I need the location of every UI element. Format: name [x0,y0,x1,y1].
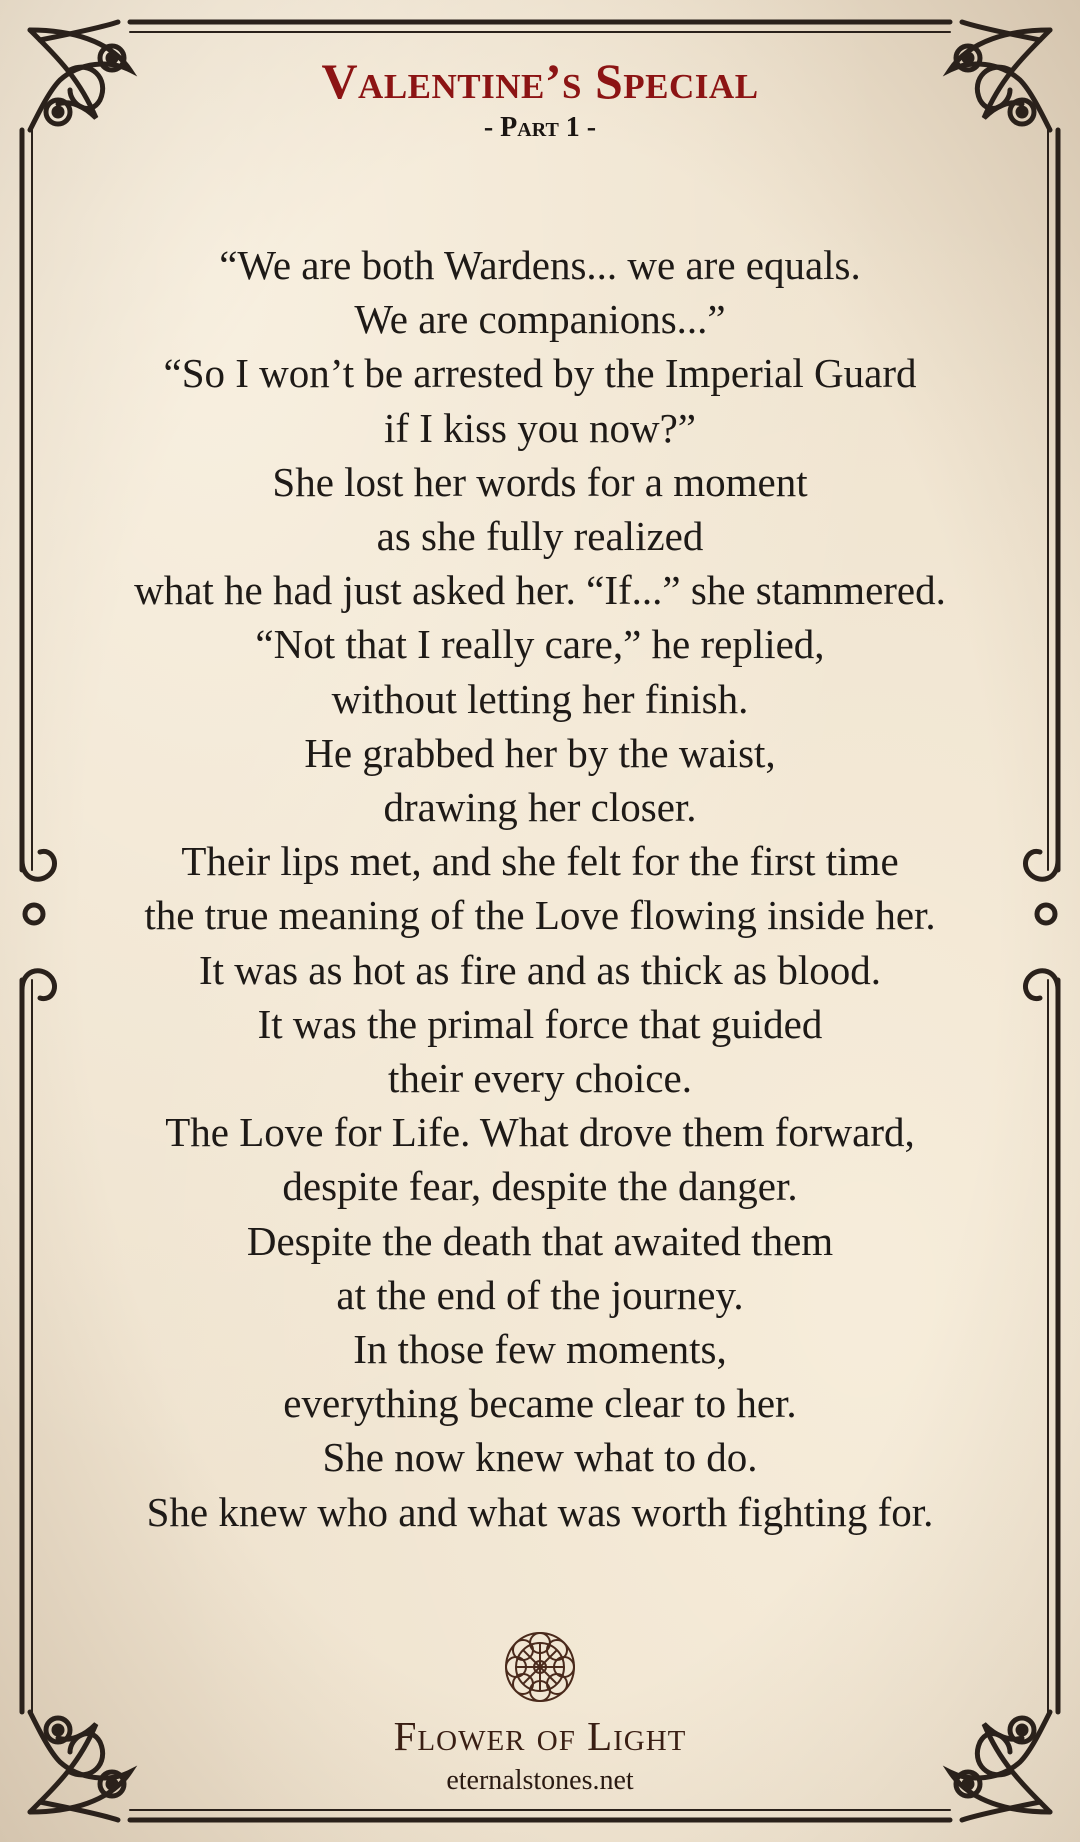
flower-of-light-emblem-icon [501,1628,579,1706]
footer-brand-title: Flower of Light [393,1713,687,1759]
poem-line: Their lips met, and she felt for the first time [181,838,899,885]
poem-line: “We are both Wardens... we are equals. [219,242,861,288]
page-title: Valentine’s Special [321,53,759,109]
poem-text [90,238,990,1539]
poem-line: drawing her closer. [383,784,697,831]
poem-line: In those few moments, [353,1326,727,1373]
poem-line: everything became clear to her. [283,1380,797,1427]
poem-line: It was as hot as fire and as thick as blood. [198,946,882,993]
poem-line: Despite the death that awaited them [246,1217,834,1264]
poem-line: The Love for Life. What drove them forward, [165,1109,915,1156]
poem-line: at the end of the journey. [336,1271,744,1318]
poem-line: what he had just asked her. “If...” she stammered. [134,567,946,614]
poem-line: without letting her finish. [331,675,749,722]
poem-line: It was the primal force that guided [257,1000,823,1047]
poem-line: as she fully realized [376,513,704,560]
footer-website-link[interactable]: eternalstones.net [446,1765,634,1796]
poem-line: She knew who and what was worth fighting for. [146,1488,934,1535]
poem-line: We are companions...” [354,296,726,343]
poem-line: He grabbed her by the waist, [304,729,776,776]
part-subtitle: - Part 1 - [483,112,597,143]
poem-line: “So I won’t be arrested by the Imperial Guard [163,350,917,397]
poem-line: the true meaning of the Love flowing inside her. [144,892,936,939]
poem-line: She now knew what to do. [322,1434,758,1481]
poem-line: if I kiss you now?” [383,404,696,451]
poem-line: their every choice. [388,1055,692,1102]
poem-line: “Not that I really care,” he replied, [255,621,825,668]
poem-line: She lost her words for a moment [272,458,808,505]
side-scroll-ornament-icon [22,851,55,998]
poem-line: despite fear, despite the danger. [282,1163,798,1210]
